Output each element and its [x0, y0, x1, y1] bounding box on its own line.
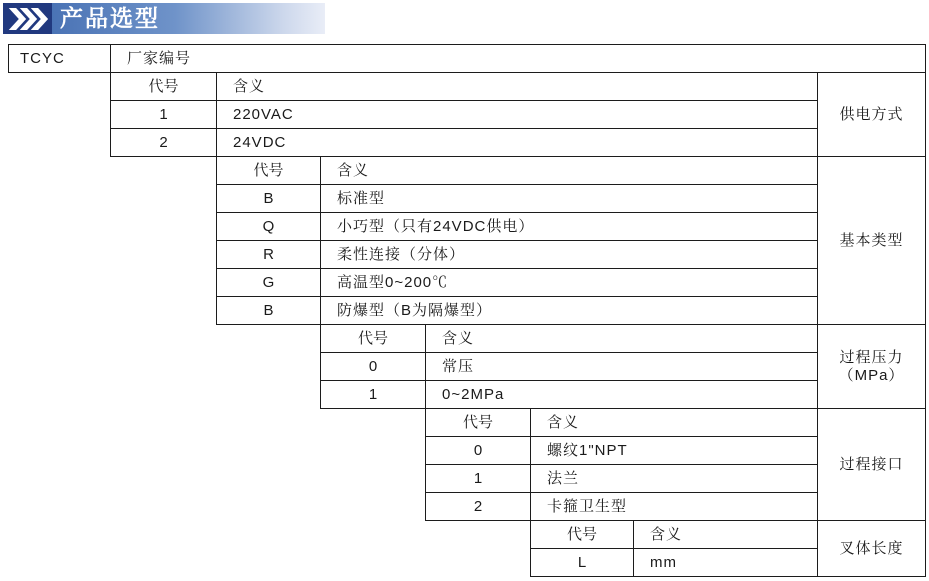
code-cell: 1 — [110, 100, 217, 129]
category-cell-power-supply: 供电方式 — [817, 72, 926, 157]
meaning-cell: 高温型0~200℃ — [320, 268, 818, 297]
banner-gradient-bar — [52, 3, 325, 34]
header-code-cell: 代号 — [320, 324, 426, 353]
chevrons-badge — [3, 3, 52, 34]
category-cell-process-connection: 过程接口 — [817, 408, 926, 521]
header-code-cell: 代号 — [110, 72, 217, 101]
meaning-cell: 小巧型（只有24VDC供电） — [320, 212, 818, 241]
category-cell-process-pressure — [817, 324, 926, 409]
meaning-cell: 卡箍卫生型 — [530, 492, 818, 521]
meaning-cell: 防爆型（B为隔爆型） — [320, 296, 818, 325]
category-cell-basic-type: 基本类型 — [817, 156, 926, 325]
meaning-cell: 24VDC — [216, 128, 818, 157]
header-meaning-cell: 含义 — [216, 72, 818, 101]
code-cell: R — [216, 240, 321, 269]
code-cell: 0 — [425, 436, 531, 465]
product-code-cell: TCYC — [8, 44, 111, 73]
page-title: 产品选型 — [60, 5, 160, 31]
product-code-desc-cell: 厂家编号 — [110, 44, 926, 73]
category-label-line1: 过程压力 — [839, 348, 904, 366]
category-label-line2: （MPa） — [838, 366, 905, 384]
meaning-cell: 常压 — [425, 352, 818, 381]
code-cell: 2 — [110, 128, 217, 157]
header-code-cell: 代号 — [530, 520, 634, 549]
triple-chevron-right-icon — [8, 8, 48, 30]
header-meaning-cell: 含义 — [320, 156, 818, 185]
meaning-cell: 柔性连接（分体） — [320, 240, 818, 269]
meaning-cell: mm — [633, 548, 818, 577]
code-cell: L — [530, 548, 634, 577]
category-cell-fork-length: 叉体长度 — [817, 520, 926, 577]
section-banner — [3, 3, 325, 34]
header-code-cell: 代号 — [425, 408, 531, 437]
header-meaning-cell: 含义 — [633, 520, 818, 549]
code-cell: B — [216, 184, 321, 213]
meaning-cell: 0~2MPa — [425, 380, 818, 409]
header-meaning-cell: 含义 — [530, 408, 818, 437]
code-cell: 0 — [320, 352, 426, 381]
code-cell: 1 — [320, 380, 426, 409]
code-cell: G — [216, 268, 321, 297]
meaning-cell: 标准型 — [320, 184, 818, 213]
meaning-cell: 220VAC — [216, 100, 818, 129]
code-cell: 1 — [425, 464, 531, 493]
code-cell: Q — [216, 212, 321, 241]
header-meaning-cell: 含义 — [425, 324, 818, 353]
meaning-cell: 螺纹1"NPT — [530, 436, 818, 465]
meaning-cell: 法兰 — [530, 464, 818, 493]
code-cell: 2 — [425, 492, 531, 521]
code-cell: B — [216, 296, 321, 325]
header-code-cell: 代号 — [216, 156, 321, 185]
